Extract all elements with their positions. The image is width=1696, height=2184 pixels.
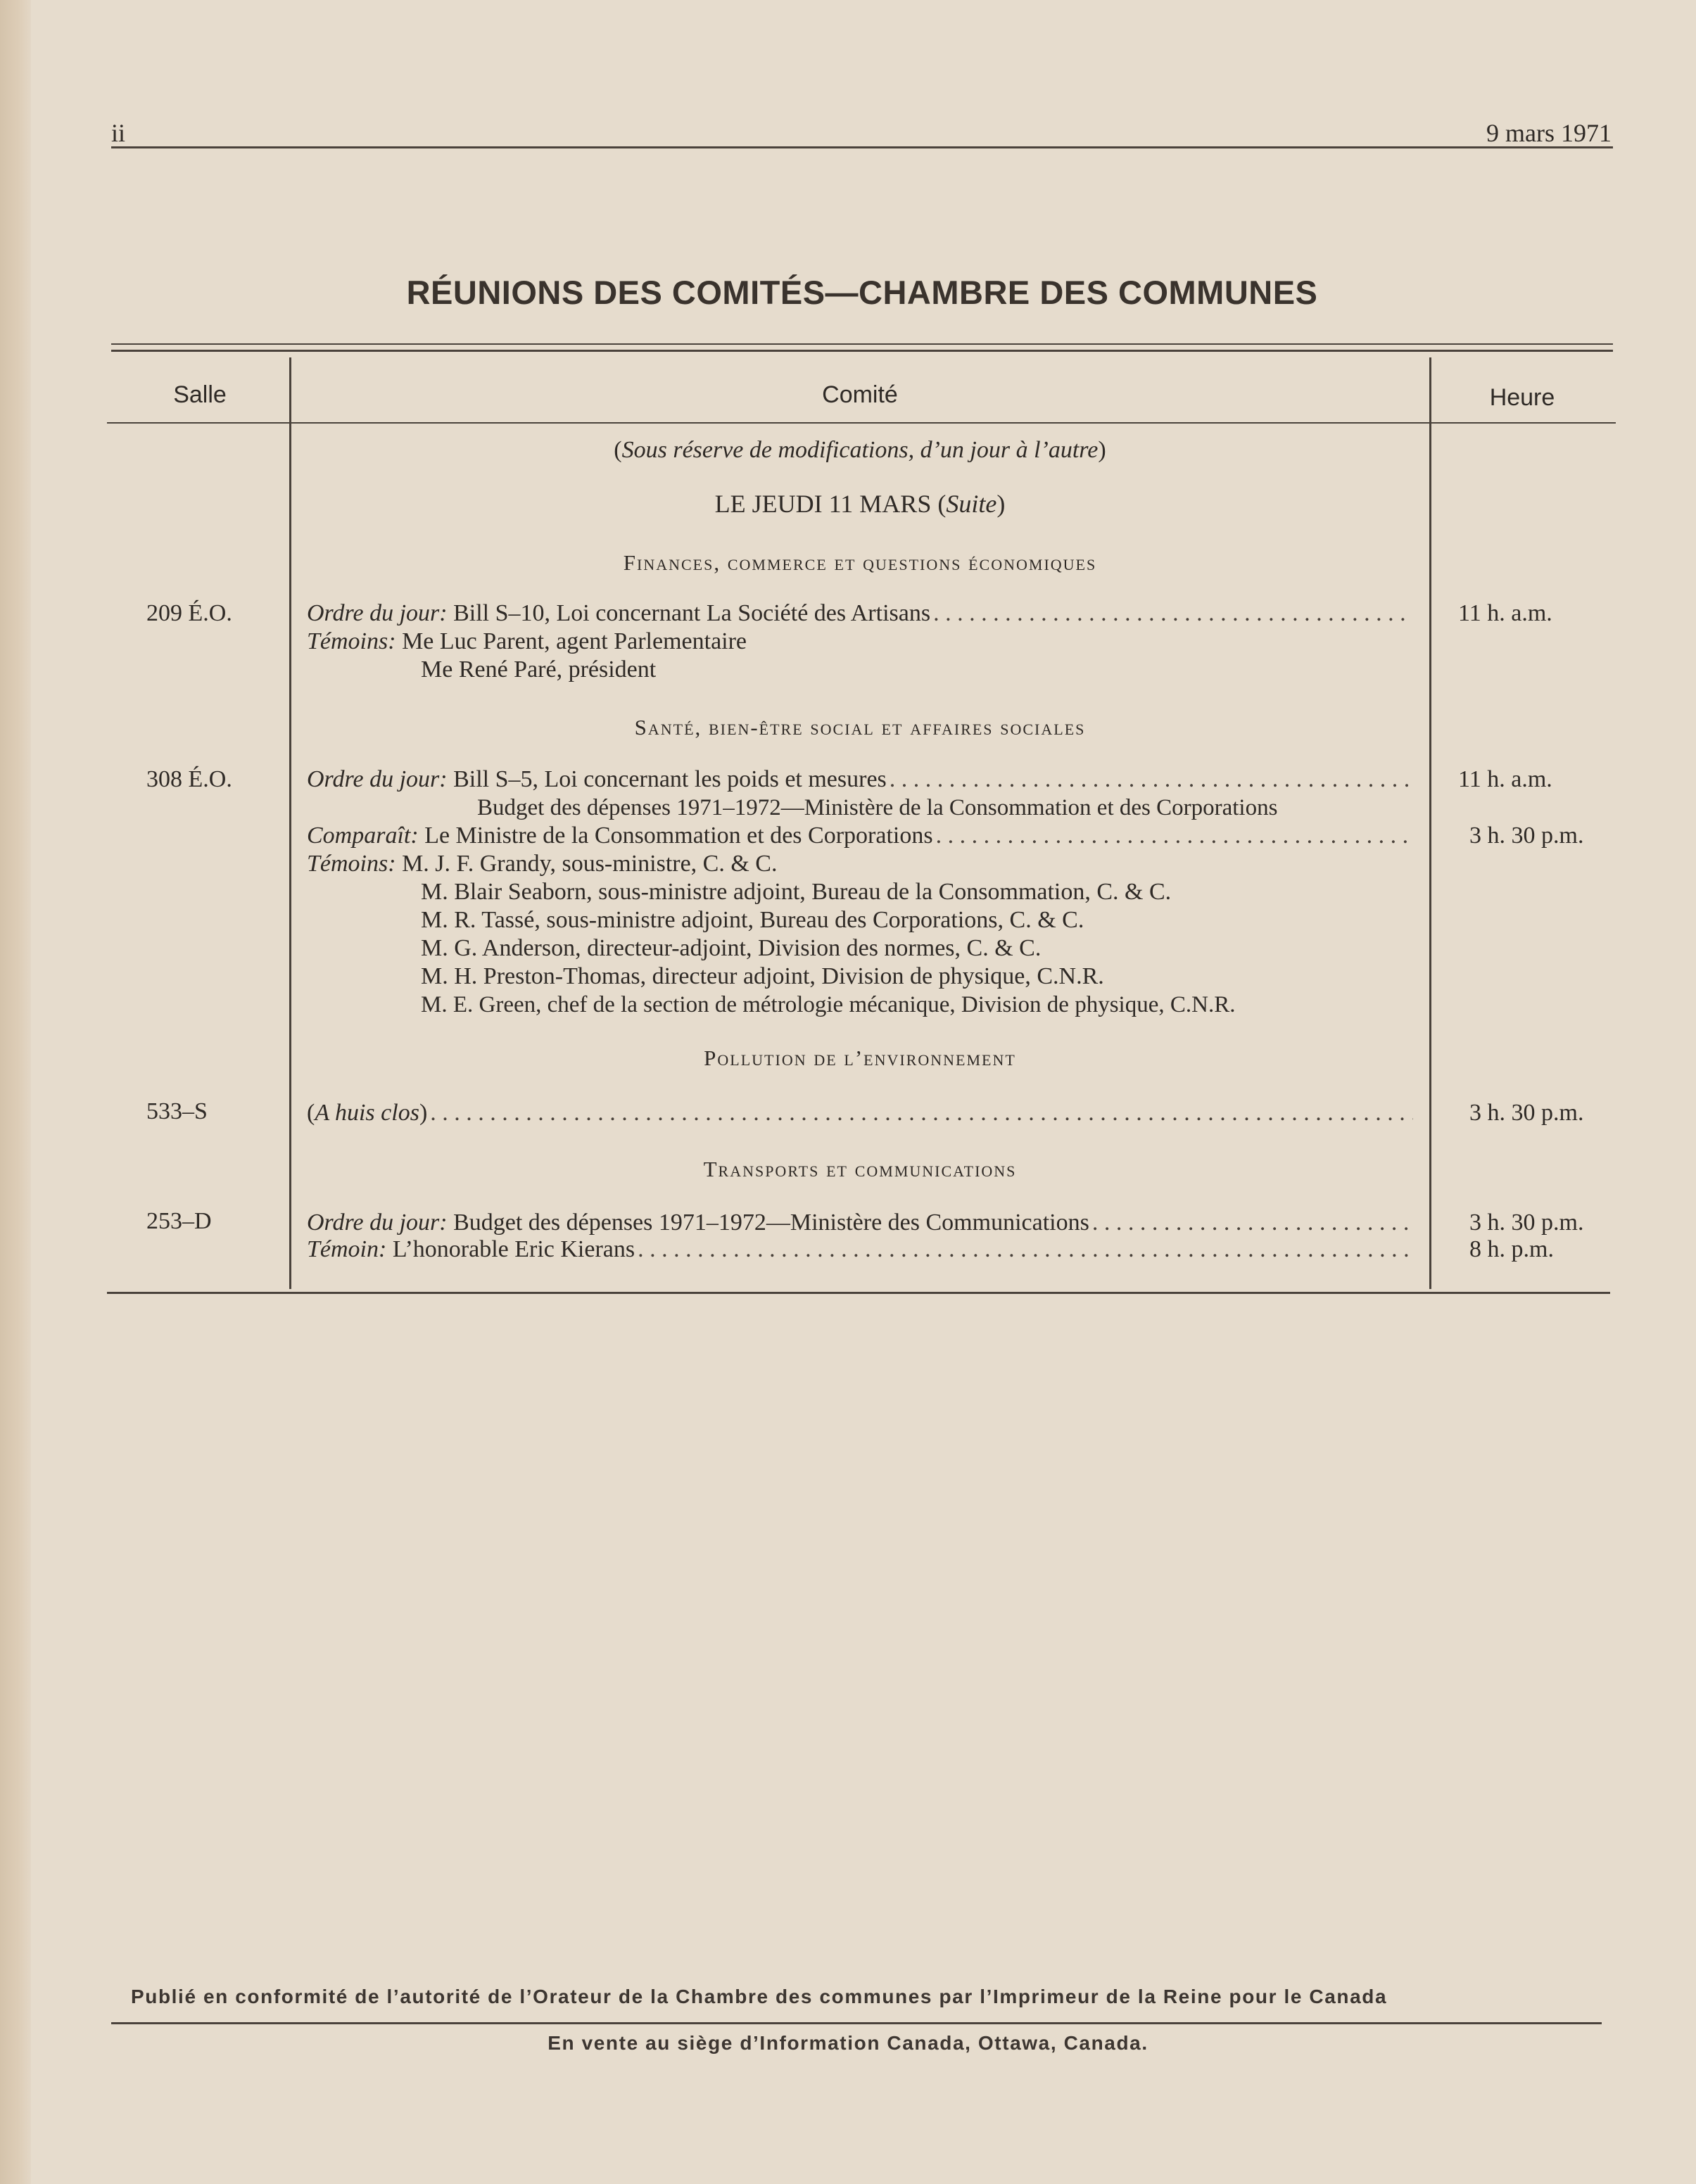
agenda-label: Ordre du jour: bbox=[307, 766, 448, 792]
meeting-time: 11 h. a.m. bbox=[1458, 766, 1552, 792]
column-divider-right bbox=[1429, 357, 1431, 1289]
agenda-line bbox=[307, 599, 1413, 628]
witness-line: M. G. Anderson, directeur-adjoint, Division des normes, C. & C. bbox=[421, 935, 1042, 961]
closed-session-label: A huis clos bbox=[315, 1100, 419, 1126]
page-title: RÉUNIONS DES COMITÉS—CHAMBRE DES COMMUNES bbox=[406, 274, 1318, 311]
footer-rule bbox=[111, 2022, 1602, 2024]
witness-text: M. J. F. Grandy, sous-ministre, C. & C. bbox=[402, 851, 778, 877]
agenda-line bbox=[307, 766, 1413, 794]
witness-line: M. E. Green, chef de la section de métrologie mécanique, Division de physique, C.N.R. bbox=[421, 992, 1236, 1017]
sales-notice: En vente au siège d’Information Canada, Ottawa, Canada. bbox=[548, 2032, 1148, 2054]
agenda-text: Budget des dépenses 1971–1972—Ministère des Communications bbox=[453, 1210, 1089, 1236]
dot-leader bbox=[930, 599, 1413, 628]
appearance-line bbox=[307, 822, 1413, 850]
page-number: ii bbox=[111, 119, 126, 147]
committee-heading-transports: Transports et communications bbox=[703, 1157, 1017, 1181]
witness-label: Témoins: bbox=[307, 628, 396, 654]
agenda-label: Ordre du jour: bbox=[307, 600, 448, 626]
witness-text: Me Luc Parent, agent Parlementaire bbox=[402, 628, 747, 654]
header-bottom-rule bbox=[107, 422, 1616, 424]
witness-line bbox=[307, 850, 778, 878]
agenda-text: Bill S–10, Loi concernant La Société des Artisans bbox=[453, 600, 931, 626]
day-heading-suite: Suite bbox=[946, 490, 997, 518]
dot-leader bbox=[635, 1236, 1413, 1264]
table-bottom-rule bbox=[107, 1292, 1610, 1294]
column-header-room: Salle bbox=[173, 381, 227, 408]
room-209: 209 É.O. bbox=[146, 600, 232, 626]
witness-line: Me René Paré, président bbox=[421, 656, 657, 682]
witness-line bbox=[307, 1236, 1413, 1264]
day-heading: LE JEUDI 11 MARS (Suite) bbox=[714, 490, 1006, 518]
closed-session-text: (A huis clos) bbox=[307, 1100, 428, 1126]
room-533: 533–S bbox=[146, 1098, 208, 1124]
witness-label: Témoins: bbox=[307, 851, 396, 877]
header-rule bbox=[111, 146, 1613, 148]
witness-line bbox=[307, 628, 747, 656]
appearance-label: Comparaît: bbox=[307, 823, 419, 849]
schedule-note: (Sous réserve de modifications, d’un jour à l’autre) bbox=[614, 437, 1106, 463]
appearance-text: Le Ministre de la Consommation et des Corporations bbox=[424, 823, 933, 849]
meeting-time: 11 h. a.m. bbox=[1458, 600, 1552, 626]
witness-line: M. Blair Seaborn, sous-ministre adjoint, Bureau de la Consommation, C. & C. bbox=[421, 879, 1172, 905]
agenda-label: Ordre du jour: bbox=[307, 1210, 448, 1236]
dot-leader bbox=[887, 766, 1413, 794]
schedule-note-text: Sous réserve de modifications, d’un jour à l’autre bbox=[621, 437, 1099, 463]
committee-heading-finances: Finances, commerce et questions économiques bbox=[623, 550, 1097, 575]
room-308: 308 É.O. bbox=[146, 766, 232, 792]
page-date: 9 mars 1971 bbox=[1486, 119, 1612, 147]
meeting-time: 3 h. 30 p.m. bbox=[1469, 823, 1584, 849]
publisher-notice: Publié en conformité de l’autorité de l’Orateur de la Chambre des communes par l’Imprimeur de la Reine pour le Canada bbox=[131, 1986, 1388, 2007]
agenda-line bbox=[307, 1209, 1413, 1237]
column-header-time: Heure bbox=[1489, 384, 1555, 411]
dot-leader bbox=[427, 1099, 1413, 1127]
witness-text: L’honorable Eric Kierans bbox=[392, 1236, 635, 1262]
agenda-text: Bill S–5, Loi concernant les poids et mesures bbox=[453, 766, 887, 792]
dot-leader bbox=[1089, 1209, 1413, 1237]
page-spine-shadow bbox=[0, 0, 31, 2184]
day-heading-main: LE JEUDI 11 MARS bbox=[714, 490, 932, 518]
closed-session-line bbox=[307, 1099, 1413, 1127]
meeting-time: 8 h. p.m. bbox=[1469, 1236, 1554, 1262]
meeting-time: 3 h. 30 p.m. bbox=[1469, 1100, 1584, 1126]
witness-line: M. H. Preston-Thomas, directeur adjoint, Division de physique, C.N.R. bbox=[421, 963, 1104, 989]
witness-label: Témoin: bbox=[307, 1236, 387, 1262]
committee-heading-pollution: Pollution de l’environnement bbox=[704, 1046, 1016, 1070]
table-top-rule-1 bbox=[111, 343, 1613, 345]
column-header-committee: Comité bbox=[822, 381, 898, 408]
room-253: 253–D bbox=[146, 1208, 212, 1234]
witness-line: M. R. Tassé, sous-ministre adjoint, Bureau des Corporations, C. & C. bbox=[421, 907, 1084, 933]
agenda-line-cont: Budget des dépenses 1971–1972—Ministère de la Consommation et des Corporations bbox=[477, 795, 1278, 820]
meeting-time: 3 h. 30 p.m. bbox=[1469, 1210, 1584, 1236]
table-top-rule-2 bbox=[111, 350, 1613, 352]
committee-heading-sante: Santé, bien-être social et affaires sociales bbox=[634, 715, 1086, 739]
dot-leader bbox=[933, 822, 1413, 850]
